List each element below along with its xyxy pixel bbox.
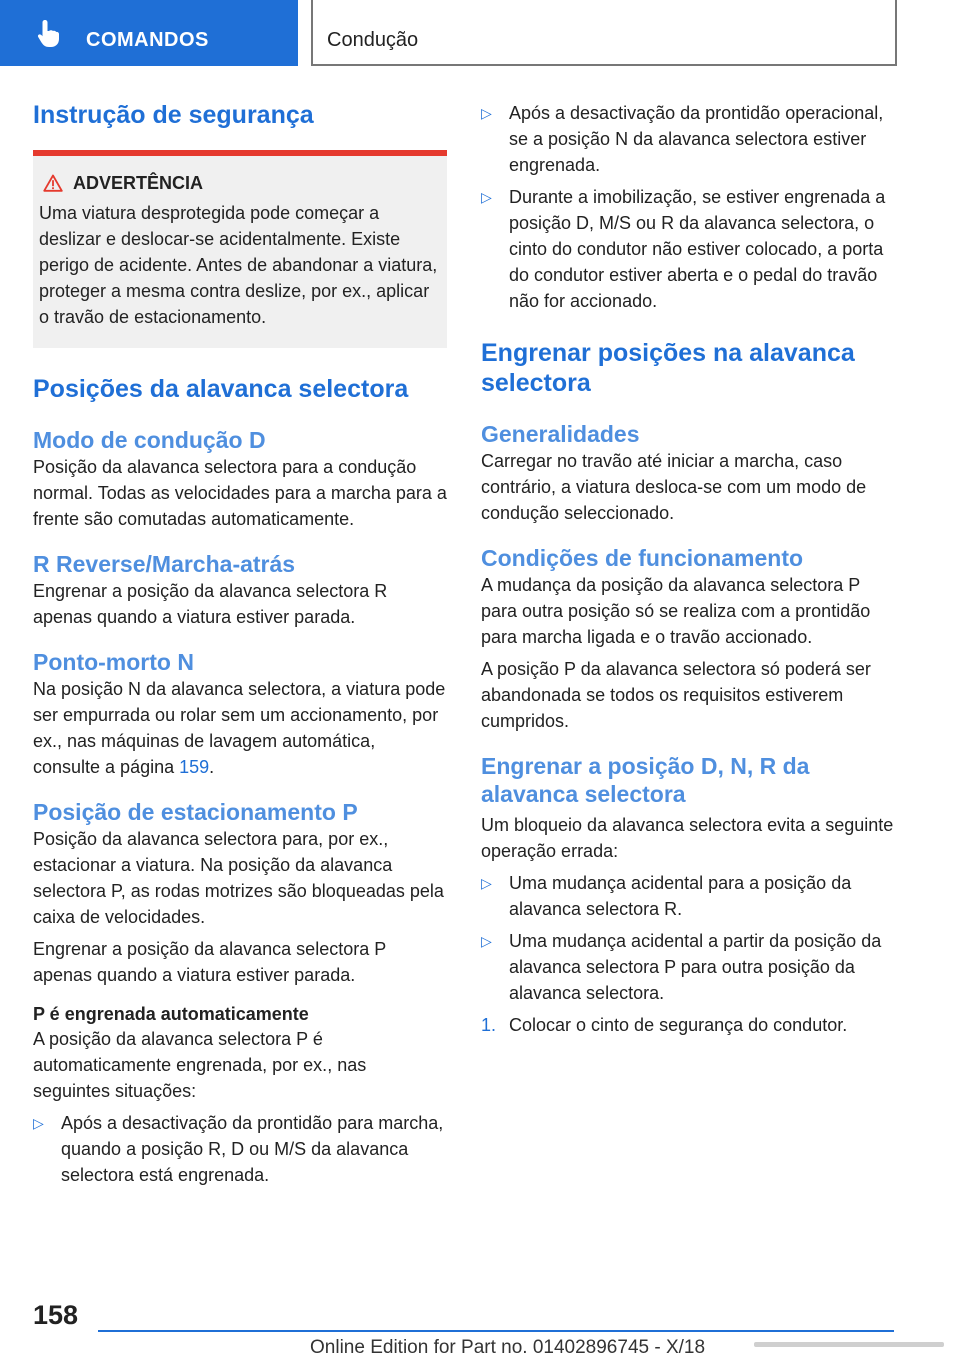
list-item-text: Durante a imobilização, se estiver engrenada a posição D, M/S ou R da alavanca selectora, o cinto do condutor não estiver colocado, a porta do condutor estiver aberta e o pedal do travão não for accionado. — [509, 187, 886, 311]
right-column — [481, 100, 895, 1038]
triangle-bullet-icon: ▷ — [481, 933, 492, 949]
step-item — [481, 1012, 895, 1038]
drive-mode-text: Posição da alavanca selectora para a condução normal. Todas as velocidades para a marcha para a frente são comutadas automaticamente. — [33, 457, 447, 529]
list-item-text: Após a desactivação da prontidão para marcha, quando a posição R, D ou M/S da alavanca selectora está engrenada. — [61, 1113, 444, 1185]
edition-text: Online Edition for Part no. 01402896745 - X/18 — [310, 1337, 706, 1358]
step-number: 1. — [481, 1015, 497, 1035]
triangle-bullet-icon: ▷ — [33, 1115, 44, 1131]
list-item-text: Após a desactivação da prontidão operacional, se a posição N da alavanca selectora estiver engrenada. — [509, 103, 884, 175]
list-item-text: Uma mudança acidental para a posição da alavanca selectora R. — [509, 873, 852, 919]
triangle-bullet-icon: ▷ — [481, 105, 492, 121]
neutral-text-end: . — [209, 757, 215, 777]
chapter-tab-conducao[interactable] — [311, 0, 897, 66]
left-column — [33, 100, 447, 1188]
neutral-text-body: Na posição N da alavanca selectora, a viatura pode ser empurrada ou rolar sem um accionamento, por ex., nas máquinas de lavagem automática, consulte a página — [33, 679, 446, 777]
auto-park-heading: P é engrenada automaticamente — [33, 1004, 309, 1024]
warning-text: Uma viatura desprotegida pode começar a deslizar e deslocar-se acidentalmente. Existe perigo de acidente. Antes de abandonar a viatura, proteger a mesma contra deslize, por ex., aplicar o travão de estacionamento. — [39, 203, 438, 327]
warning-title-text: ADVERTÊNCIA — [73, 173, 204, 193]
general-text: Carregar no travão até iniciar a marcha, caso contrário, a viatura desloca-se com um modo de condução seleccionado. — [481, 451, 867, 523]
watermark-graphic — [750, 1332, 950, 1358]
list-item — [481, 928, 895, 1006]
list-item — [33, 1110, 447, 1188]
reverse-text: Engrenar a posição da alavanca selectora R apenas quando a viatura estiver parada. — [33, 581, 388, 627]
engage-positions-heading: Engrenar posições na alavanca selectora — [481, 339, 855, 397]
safety-instruction-heading: Instrução de segurança — [33, 101, 314, 129]
warning-box — [33, 150, 447, 348]
engage-dnr-text: Um bloqueio da alavanca selectora evita a seguinte operação errada: — [481, 815, 894, 861]
warning-title — [39, 170, 439, 196]
park-text-2: Engrenar a posição da alavanca selectora P apenas quando a viatura estiver parada. — [33, 939, 386, 985]
neutral-heading: Ponto-morto N — [33, 649, 194, 675]
watermark-logo — [750, 1332, 950, 1364]
step-text: Colocar o cinto de segurança do condutor. — [509, 1015, 848, 1035]
auto-park-text: A posição da alavanca selectora P é automaticamente engrenada, por ex., nas seguintes situações: — [33, 1029, 367, 1101]
list-item — [481, 100, 895, 178]
section-tab-label: COMANDOS — [86, 29, 209, 51]
drive-mode-heading: Modo de condução D — [33, 427, 266, 453]
list-item — [481, 184, 895, 314]
positions-heading: Posições da alavanca selectora — [33, 375, 409, 403]
park-text-1: Posição da alavanca selectora para, por ex., estacionar a viatura. Na posição da alavanca selectora P, as rodas motrizes são bloqueadas pela caixa de velocidades. — [33, 829, 444, 927]
section-tab-comandos[interactable] — [0, 0, 298, 66]
reverse-heading: R Reverse/Marcha-atrás — [33, 551, 296, 577]
general-heading: Generalidades — [481, 421, 640, 447]
conditions-text-1: A mudança da posição da alavanca selectora P para outra posição só se realiza com a prontidão para marcha ligada e o travão accionado. — [481, 575, 871, 647]
list-item — [481, 870, 895, 922]
engage-dnr-heading: Engrenar a posição D, N, R da alavanca selectora — [481, 753, 810, 807]
hand-pointer-icon — [36, 18, 62, 48]
conditions-heading: Condições de funcionamento — [481, 545, 804, 571]
park-heading: Posição de estacionamento P — [33, 799, 358, 825]
warning-triangle-icon — [43, 174, 63, 192]
page-number: 158 — [33, 1300, 79, 1330]
list-item-text: Uma mudança acidental a partir da posição da alavanca selectora P para outra posição da alavanca selectora. — [509, 931, 882, 1003]
page-header — [0, 0, 960, 68]
chapter-tab-label: Condução — [327, 29, 419, 51]
page-link-159[interactable]: 159 — [179, 757, 210, 777]
triangle-bullet-icon: ▷ — [481, 189, 492, 205]
triangle-bullet-icon: ▷ — [481, 875, 492, 891]
neutral-text — [33, 676, 447, 780]
conditions-text-2: A posição P da alavanca selectora só poderá ser abandonada se todos os requisitos estiverem cumpridos. — [481, 659, 871, 731]
